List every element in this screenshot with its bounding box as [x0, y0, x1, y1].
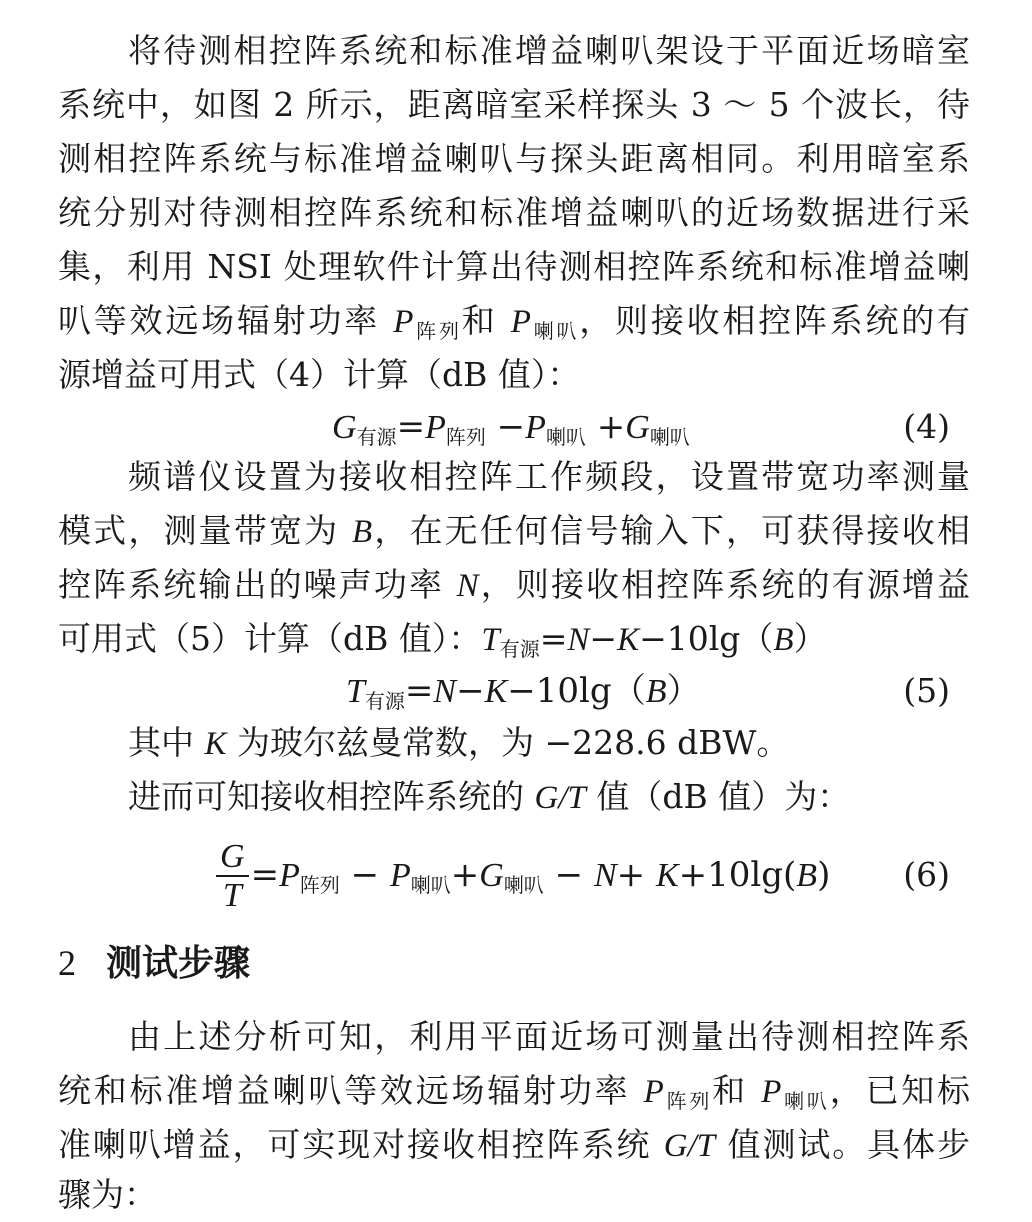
equation-5: $T_{有源}=N-K-10\lg(B)$ [346, 671, 701, 713]
equation-4: $G_{有源}=P_{阵列} -P_{喇叭} +G_{喇叭}$ [332, 407, 690, 449]
equation-6-number: (6) [903, 855, 950, 894]
section-number: 2 [58, 943, 76, 983]
para1-line2: 系统中，如图 2 所示，距离暗室采样探头 3 ～ 5 个波长，待 [58, 85, 970, 124]
equation-5-number: (5) [903, 671, 950, 710]
para1-line6: 叭等效远场辐射功率 $P_{阵列}$和 $P_{喇叭}$，则接收相控阵系统的有 [58, 301, 971, 343]
fraction-g-over-t: $\frac{G}{T}$ [216, 839, 249, 915]
equation-4-number: (4) [903, 407, 950, 446]
para2-line4: 可用式（5）计算（dB 值）：$T_{有源}=N-K-10\lg(B)$ [58, 619, 827, 661]
para2-line1: 频谱仪设置为接收相控阵工作频段，设置带宽功率测量 [128, 457, 970, 496]
para1-line5: 集，利用 NSI 处理软件计算出待测相控阵系统和标准增益喇 [58, 247, 970, 286]
para3-line1: 其中 K 为玻尔兹曼常数，为 −228.6 dBW。 [128, 723, 790, 762]
section-heading [58, 935, 250, 992]
para5-line1: 由上述分析可知，利用平面近场可测量出待测相控阵系 [128, 1017, 970, 1056]
equation-6: $\frac{G}{T}$ $=P_{阵列} - P_{喇叭}+G_{喇叭} - N+ K+10\lg(B)$ [216, 838, 830, 912]
para1-line4: 统分别对待测相控阵系统和标准增益喇叭的近场数据进行采 [58, 193, 970, 232]
para1-line1: 将待测相控阵系统和标准增益喇叭架设于平面近场暗室 [128, 31, 970, 70]
para2-line2: 模式，测量带宽为 B，在无任何信号输入下，可获得接收相 [58, 511, 971, 550]
para2-line3: 控阵系统输出的噪声功率 N，则接收相控阵系统的有源增益 [58, 565, 970, 604]
section-title: 测试步骤 [106, 943, 251, 984]
para5-line3: 准喇叭增益，可实现对接收相控阵系统 G/T 值测试。具体步 [58, 1125, 970, 1164]
para1-line3: 测相控阵系统与标准增益喇叭与探头距离相同。利用暗室系 [58, 139, 970, 178]
para5-line2: 统和标准增益喇叭等效远场辐射功率 $P_{阵列}$和 $P_{喇叭}$，已知标 [58, 1071, 971, 1113]
para1-line7: 源增益可用式（4）计算（dB 值）： [58, 355, 581, 394]
para4-line1: 进而可知接收相控阵系统的 G/T 值（dB 值）为： [128, 777, 851, 816]
para5-line4: 骤为： [58, 1175, 157, 1214]
